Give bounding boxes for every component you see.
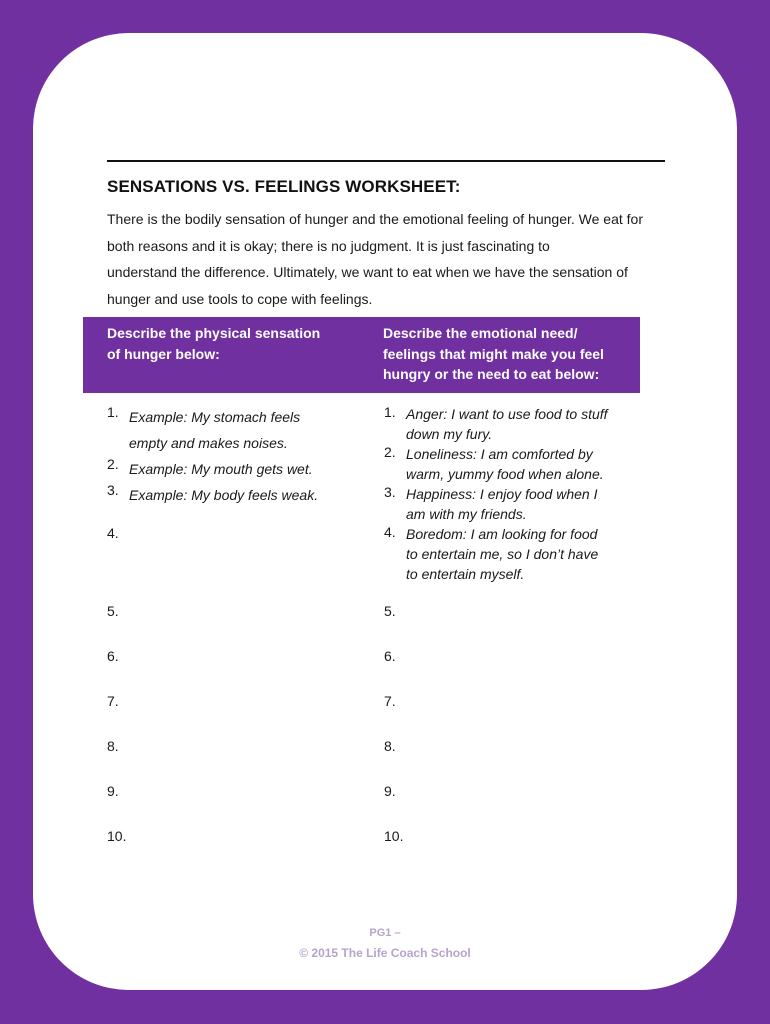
intro-paragraph bbox=[107, 206, 667, 312]
item-number: 2. bbox=[107, 456, 119, 472]
item-text-line: empty and makes noises. bbox=[129, 435, 288, 451]
item-number: 4. bbox=[384, 524, 396, 540]
intro-line: understand the difference. Ultimately, we want to eat when we have the sensation of bbox=[107, 264, 628, 280]
item-number: 10. bbox=[384, 828, 404, 844]
copyright-notice: © 2015 The Life Coach School bbox=[299, 946, 471, 960]
item-text-line: warm, yummy food when alone. bbox=[406, 466, 604, 482]
item-number: 8. bbox=[107, 738, 119, 754]
header-emotional-need bbox=[383, 323, 623, 385]
header-line: of hunger below: bbox=[107, 345, 220, 362]
page-number: PG1 – bbox=[369, 927, 401, 939]
header-line: hungry or the need to eat below: bbox=[383, 366, 600, 382]
item-text-line: Example: My stomach feels bbox=[129, 409, 301, 425]
item-text-line: Loneliness: I am comforted by bbox=[406, 446, 593, 462]
worksheet-title: SENSATIONS VS. FEELINGS WORKSHEET: bbox=[107, 177, 461, 196]
item-text-line: Happiness: I enjoy food when I bbox=[406, 486, 598, 502]
intro-line: There is the bodily sensation of hunger and the emotional feeling of hunger. We eat for bbox=[107, 211, 643, 227]
item-number: 6. bbox=[384, 648, 396, 664]
item-number: 2. bbox=[384, 444, 396, 460]
item-text-line: am with my friends. bbox=[406, 506, 527, 522]
header-line: feelings that might make you feel bbox=[383, 345, 604, 362]
intro-line: both reasons and it is okay; there is no judgment. It is just fascinating to bbox=[107, 237, 550, 254]
item-number: 3. bbox=[384, 484, 396, 500]
item-number: 5. bbox=[107, 603, 119, 619]
item-text: Example: My body feels weak. bbox=[129, 487, 319, 503]
item-text-line: to entertain me, so I don’t have bbox=[406, 546, 599, 562]
header-line: Describe the physical sensation bbox=[107, 325, 321, 341]
item-number: 6. bbox=[107, 648, 119, 664]
item-number: 10. bbox=[107, 828, 127, 844]
item-number: 8. bbox=[384, 738, 396, 754]
item-number: 3. bbox=[107, 482, 119, 498]
item-text: Example: My mouth gets wet. bbox=[129, 461, 313, 477]
item-text bbox=[406, 404, 608, 444]
item-number: 9. bbox=[384, 783, 396, 799]
item-text-line: down my fury. bbox=[406, 426, 493, 442]
item-number: 7. bbox=[107, 693, 119, 709]
item-number: 5. bbox=[384, 603, 396, 619]
item-text bbox=[406, 444, 604, 484]
header-physical-sensation bbox=[107, 323, 347, 364]
header-line: Describe the emotional need/ bbox=[383, 325, 578, 341]
item-text bbox=[129, 404, 300, 456]
item-text bbox=[406, 484, 597, 524]
item-number: 7. bbox=[384, 693, 396, 709]
item-number: 1. bbox=[384, 404, 396, 420]
title-rule bbox=[107, 160, 665, 162]
item-text-line: to entertain myself. bbox=[406, 566, 525, 582]
item-number: 1. bbox=[107, 404, 119, 420]
item-text-line: Anger: I want to use food to stuff bbox=[406, 406, 608, 422]
item-number: 4. bbox=[107, 525, 119, 541]
item-number: 9. bbox=[107, 783, 119, 799]
item-text bbox=[406, 524, 598, 584]
table-header bbox=[83, 317, 640, 393]
item-text-line: Boredom: I am looking for food bbox=[406, 526, 598, 542]
intro-line: hunger and use tools to cope with feelings. bbox=[107, 290, 373, 307]
